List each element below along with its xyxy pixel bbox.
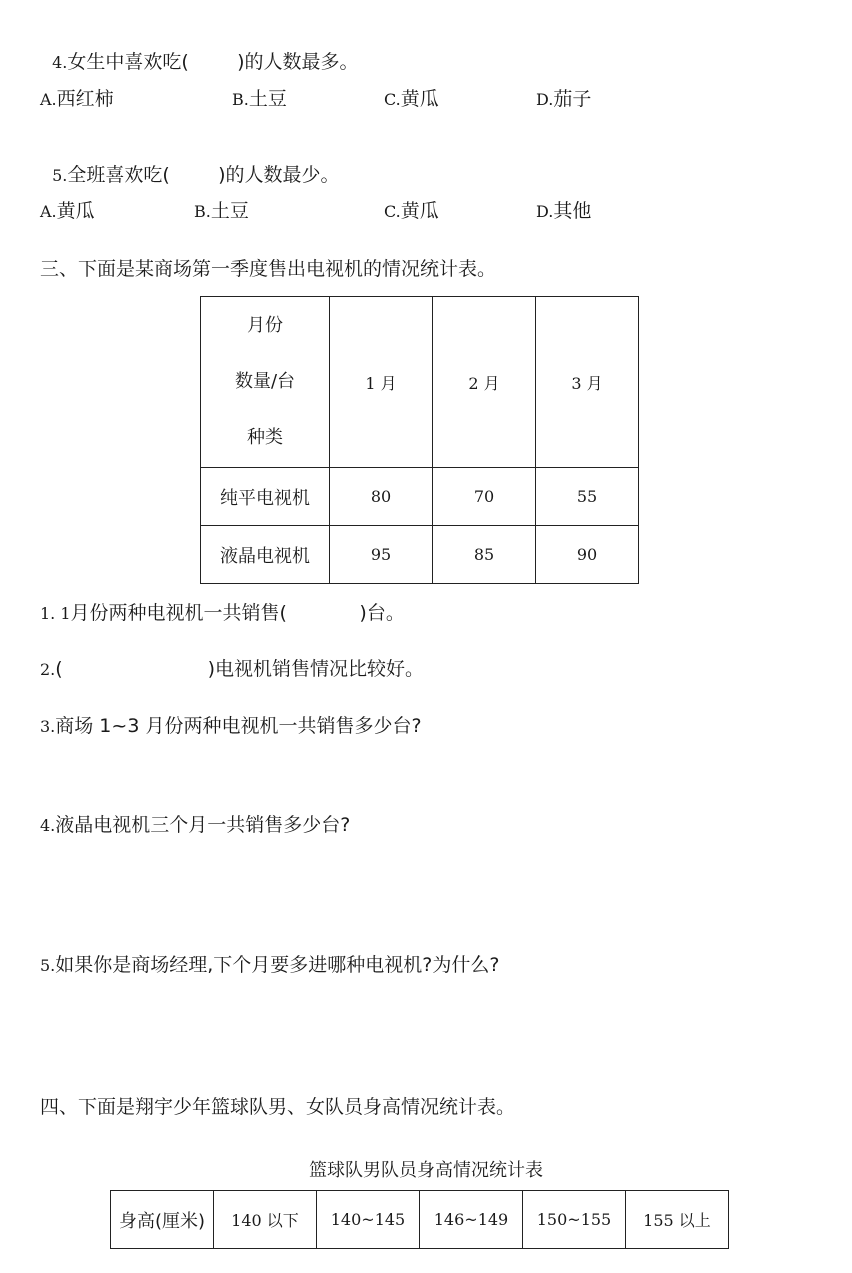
q4-option-d: D.茄子	[536, 88, 592, 110]
header-kind-label: 种类	[247, 427, 283, 448]
table-cell: 70	[433, 468, 536, 526]
height-range-cell: 155 以上	[626, 1191, 729, 1249]
height-range-cell: 140~145	[317, 1191, 420, 1249]
row-label: 纯平电视机	[201, 468, 330, 526]
row-label: 液晶电视机	[201, 526, 330, 584]
q4-option-b: B.土豆	[232, 88, 287, 110]
q4-text: 女生中喜欢吃( )的人数最多。	[67, 51, 359, 73]
header-qty-label: 数量/台	[234, 371, 296, 392]
section3-question-4: 4.液晶电视机三个月一共销售多少台?	[40, 814, 351, 836]
section3-question-3: 3.商场 1~3 月份两种电视机一共销售多少台?	[40, 715, 422, 737]
month-header: 1 月	[330, 297, 433, 468]
table-row	[201, 526, 639, 584]
table-cell: 90	[536, 526, 639, 584]
height-range-cell: 140 以下	[214, 1191, 317, 1249]
height-header-cell: 身高(厘米)	[111, 1191, 214, 1249]
section3-question-5: 5.如果你是商场经理,下个月要多进哪种电视机?为什么?	[40, 954, 500, 976]
q5-option-d: D.其他	[536, 200, 592, 222]
q5-option-a: A.黄瓜	[40, 200, 95, 222]
tv-sales-table	[200, 296, 639, 584]
q5-text: 全班喜欢吃( )的人数最少。	[67, 164, 340, 186]
q5-option-c: C.黄瓜	[384, 200, 439, 222]
q4-number: 4.	[52, 53, 68, 72]
height-range-cell: 146~149	[420, 1191, 523, 1249]
tv-table-header-row	[201, 297, 639, 468]
section3-title: 三、下面是某商场第一季度售出电视机的情况统计表。	[40, 258, 497, 280]
q4-option-a: A.西红柿	[40, 88, 114, 110]
height-table	[110, 1190, 729, 1249]
table-row	[201, 468, 639, 526]
tv-table-corner-header	[201, 297, 330, 468]
table-cell: 80	[330, 468, 433, 526]
q4-option-c: C.黄瓜	[384, 88, 439, 110]
table-cell: 55	[536, 468, 639, 526]
q5-line	[40, 147, 340, 185]
q5-option-b: B.土豆	[194, 200, 249, 222]
q4-line	[40, 34, 359, 72]
month-header: 2 月	[433, 297, 536, 468]
month-header: 3 月	[536, 297, 639, 468]
height-table-caption: 篮球队男队员身高情况统计表	[309, 1160, 543, 1181]
table-cell: 95	[330, 526, 433, 584]
table-cell: 85	[433, 526, 536, 584]
table-row	[111, 1191, 729, 1249]
q5-number: 5.	[52, 166, 68, 185]
section3-question-2: 2.( )电视机销售情况比较好。	[40, 658, 425, 680]
header-month-label: 月份	[247, 315, 283, 336]
section3-question-1: 1. 1月份两种电视机一共销售( )台。	[40, 602, 405, 624]
height-range-cell: 150~155	[523, 1191, 626, 1249]
section4-title: 四、下面是翔宇少年篮球队男、女队员身高情况统计表。	[40, 1096, 516, 1118]
